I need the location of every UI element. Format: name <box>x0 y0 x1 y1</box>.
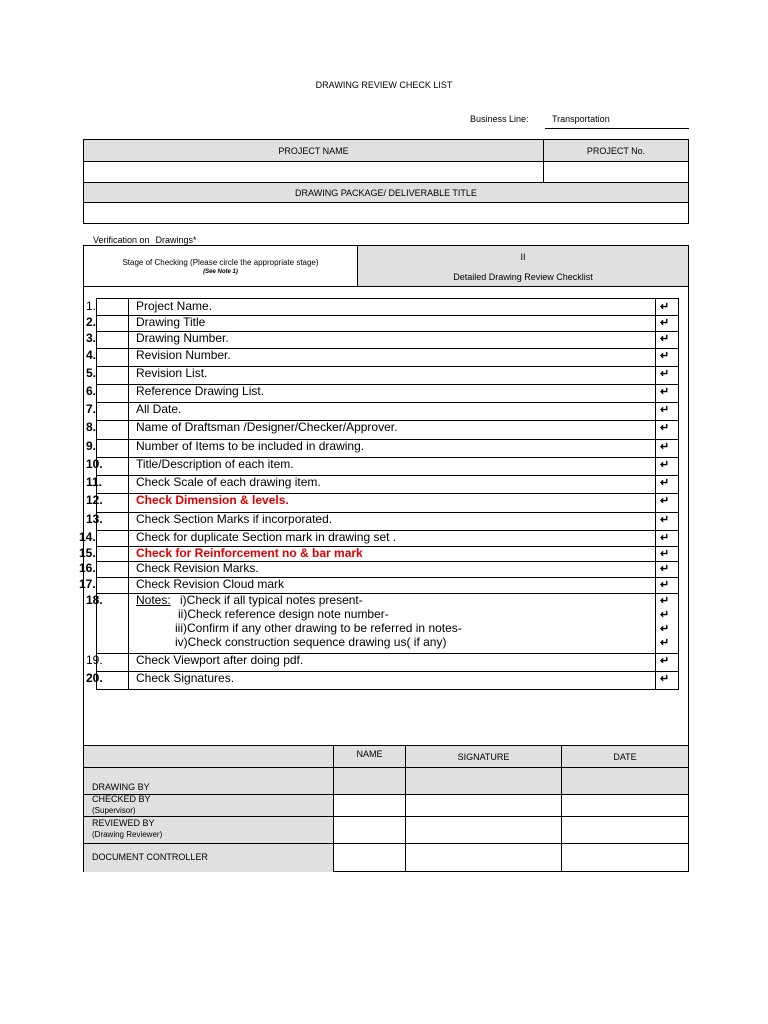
checkbox-return-icon[interactable]: ↵ <box>660 441 670 453</box>
checkbox-return-icon[interactable]: ↵ <box>660 532 670 544</box>
checklist-row-rule <box>96 402 679 403</box>
checkbox-return-icon[interactable]: ↵ <box>660 404 670 416</box>
notes-subitem: i)Check if all typical notes present- <box>180 593 363 607</box>
checklist-item-number: 17. <box>79 577 96 591</box>
checklist-item-text: Check for Reinforcement no & bar mark <box>136 546 363 560</box>
checklist-item-number: 18. <box>86 593 103 607</box>
checkbox-return-icon[interactable]: ↵ <box>660 548 670 560</box>
signoff-rule <box>84 843 688 844</box>
checklist-item-text: Check for duplicate Section mark in drawing set . <box>136 530 397 544</box>
business-line-label: Business Line: <box>470 114 529 124</box>
checkbox-return-icon[interactable]: ↵ <box>660 673 670 685</box>
checklist-item-number: 1. <box>86 299 97 313</box>
checkbox-return-icon[interactable]: ↵ <box>660 514 670 526</box>
verification-value: Drawings* <box>155 235 197 245</box>
project-no-header <box>544 140 688 161</box>
checkbox-return-icon[interactable]: ↵ <box>660 333 670 345</box>
checklist-item-number: 8. <box>86 420 97 434</box>
checklist-column-divider <box>655 298 656 690</box>
checkbox-return-icon[interactable]: ↵ <box>660 317 670 329</box>
checklist-item-number: 4. <box>86 348 97 362</box>
checklist-item-number: 13. <box>86 512 103 526</box>
checklist-item-text: Number of Items to be included in drawing. <box>136 439 365 453</box>
checkbox-return-icon[interactable]: ↵ <box>660 301 670 313</box>
checklist-item-text: Check Section Marks if incorporated. <box>136 512 333 526</box>
stage-description: Detailed Drawing Review Checklist <box>453 272 593 282</box>
checklist-item-number: 14. <box>79 530 96 544</box>
stage-divider <box>357 246 358 286</box>
checkbox-return-icon[interactable]: ↵ <box>660 495 670 507</box>
signoff-rule <box>84 816 688 817</box>
checklist-item-number: 12. <box>86 493 103 507</box>
checklist-item-number: 5. <box>86 366 97 380</box>
checklist-item-number: 9. <box>86 439 97 453</box>
stage-of-checking-label: Stage of Checking (Please circle the appropriate stage) <box>122 258 319 267</box>
signoff-rule <box>84 767 688 768</box>
checklist-item-text: Drawing Number. <box>136 331 229 345</box>
document-title: DRAWING REVIEW CHECK LIST <box>315 80 453 90</box>
checklist-item-text: Check Viewport after doing pdf. <box>136 653 304 667</box>
checkbox-return-icon[interactable]: ↵ <box>660 579 670 591</box>
checklist-item-text: Check Signatures. <box>136 671 235 685</box>
reviewed-by-label: REVIEWED BY <box>92 818 155 828</box>
verification-line <box>93 235 197 245</box>
package-title-label: DRAWING PACKAGE/ DELIVERABLE TITLE <box>295 187 477 198</box>
checkbox-return-icon[interactable]: ↵ <box>660 637 670 649</box>
checklist-item-text: Check Revision Marks. <box>136 561 259 575</box>
checklist-item-text: Project Name. <box>136 299 213 313</box>
checklist-item-number: 3. <box>86 331 97 345</box>
notes-subitem: iii)Confirm if any other drawing to be referred in notes- <box>175 621 462 635</box>
checkbox-return-icon[interactable]: ↵ <box>660 386 670 398</box>
signoff-date-header: DATE <box>613 752 637 762</box>
checked-by-name-field[interactable] <box>334 795 405 816</box>
checklist-item-text: Drawing Title <box>136 315 206 329</box>
checked-by-signature-field[interactable] <box>406 795 561 816</box>
checkbox-return-icon[interactable]: ↵ <box>660 422 670 434</box>
signoff-signature-header: SIGNATURE <box>457 752 510 762</box>
checked-by-label: CHECKED BY <box>92 794 151 804</box>
project-name-label: PROJECT NAME <box>278 145 349 156</box>
checked-by-date-field[interactable] <box>562 795 688 816</box>
document-controller-label: DOCUMENT CONTROLLER <box>92 852 208 862</box>
checkbox-return-icon[interactable]: ↵ <box>660 477 670 489</box>
checklist-item-text: Name of Draftsman /Designer/Checker/Approver. <box>136 420 398 434</box>
checkbox-return-icon[interactable]: ↵ <box>660 595 670 607</box>
checklist-item-text: Revision Number. <box>136 348 231 362</box>
signoff-name-header: NAME <box>356 749 383 759</box>
checklist-item-number: 20. <box>86 671 103 685</box>
checkbox-return-icon[interactable]: ↵ <box>660 623 670 635</box>
package-title-field[interactable] <box>84 203 688 223</box>
signoff-first-row-fill <box>334 768 688 794</box>
notes-subitem: iv)Check construction sequence drawing us( if any) <box>175 635 447 649</box>
project-table <box>83 139 689 224</box>
business-line-value[interactable]: Transportation <box>552 114 610 124</box>
checklist-item-text: Check Scale of each drawing item. <box>136 475 321 489</box>
stage-selection-cell[interactable] <box>358 246 688 286</box>
project-name-header <box>84 140 543 161</box>
checklist-item-text: Notes: <box>136 593 171 607</box>
checkbox-return-icon[interactable]: ↵ <box>660 655 670 667</box>
checkbox-return-icon[interactable]: ↵ <box>660 350 670 362</box>
business-line-underline <box>545 128 689 129</box>
checklist-item-text: Revision List. <box>136 366 208 380</box>
notes-subitem: ii)Check reference design note number- <box>178 607 389 621</box>
drawing-by-label: DRAWING BY <box>92 782 150 792</box>
checklist-item-number: 7. <box>86 402 97 416</box>
checklist-item-number: 19. <box>86 653 103 667</box>
stage-note: (See Note 1) <box>203 269 238 275</box>
stage-numeral: II <box>520 252 526 262</box>
checkbox-return-icon[interactable]: ↵ <box>660 609 670 621</box>
project-no-field[interactable] <box>544 162 688 182</box>
checkbox-return-icon[interactable]: ↵ <box>660 563 670 575</box>
checklist-item-text: Title/Description of each item. <box>136 457 294 471</box>
checklist-item-number: 2. <box>86 315 97 329</box>
stage-of-checking-cell <box>84 246 357 286</box>
checklist-column-divider <box>128 298 129 690</box>
checklist-item-text: Reference Drawing List. <box>136 384 265 398</box>
checkbox-return-icon[interactable]: ↵ <box>660 368 670 380</box>
project-no-label: PROJECT No. <box>586 145 646 156</box>
checklist-item-number: 6. <box>86 384 97 398</box>
checklist-item-number: 10. <box>86 457 103 471</box>
checklist-item-text: All Date. <box>136 402 182 416</box>
checklist-item-number: 15. <box>79 546 96 560</box>
project-name-field[interactable] <box>84 162 543 182</box>
verification-label: Verification on <box>93 235 150 245</box>
stage-bottom-rule <box>84 286 688 287</box>
checklist-item-text: Check Revision Cloud mark <box>136 577 285 591</box>
reviewed-by-sublabel: (Drawing Reviewer) <box>92 830 163 839</box>
checklist-item-number: 11. <box>86 475 103 489</box>
checkbox-return-icon[interactable]: ↵ <box>660 459 670 471</box>
checklist-item-text: Check Dimension & levels. <box>136 493 289 507</box>
checklist-item-number: 16. <box>79 561 96 575</box>
package-title-header <box>84 183 688 202</box>
checked-by-sublabel: (Supervisor) <box>92 806 136 815</box>
